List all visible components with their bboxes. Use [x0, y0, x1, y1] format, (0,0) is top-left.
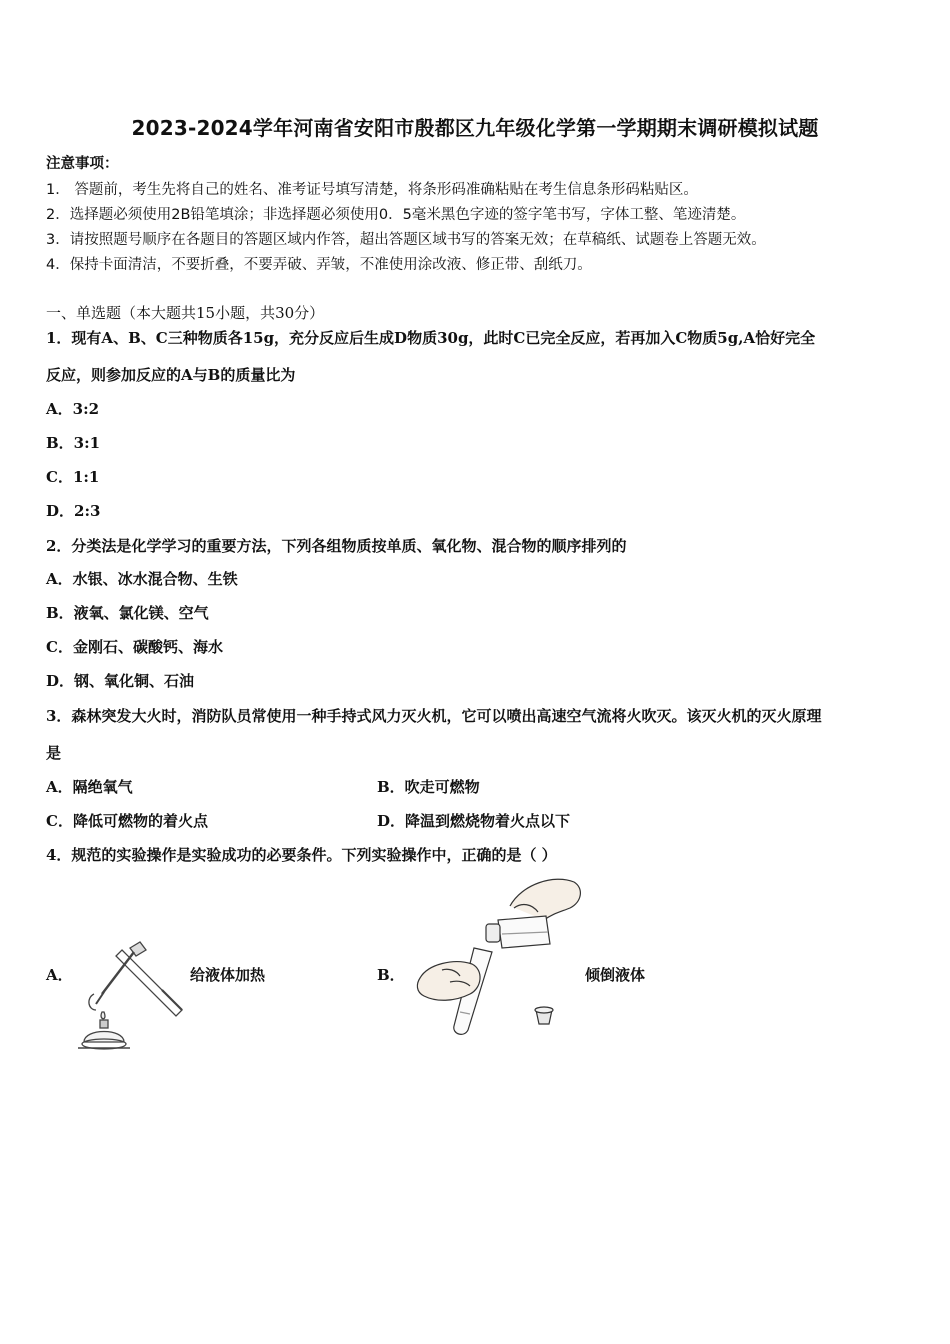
q1-option-a[interactable]: A．3:2: [46, 400, 100, 418]
question-1-text-cont: 反应，则参加反应的A与B的质量比为: [46, 366, 296, 384]
q4-option-b[interactable]: B．: [377, 966, 405, 984]
q3-option-a[interactable]: A．隔绝氧气: [46, 778, 133, 796]
question-1-text: 1．现有A、B、C三种物质各15g，充分反应后生成D物质30g，此时C已完全反应，若再加入C物质5g,A恰好完全: [46, 329, 816, 347]
q2-option-a[interactable]: A．水银、冰水混合物、生铁: [46, 570, 238, 588]
q4-option-b-caption: 倾倒液体: [585, 966, 646, 984]
pouring-liquid-figure: [414, 872, 586, 1038]
notice-item-3: 3．请按照题号顺序在各题目的答题区域内作答，超出答题区域书写的答案无效；在草稿纸、试题卷上答题无效。: [46, 232, 766, 248]
question-3-text-cont: 是: [46, 744, 62, 762]
q2-option-b[interactable]: B．液氧、氯化镁、空气: [46, 604, 209, 622]
notice-item-4: 4．保持卡面清洁，不要折叠，不要弄破、弄皱，不准使用涂改液、修正带、刮纸刀。: [46, 257, 592, 273]
notice-item-2: 2．选择题必须使用2B铅笔填涂；非选择题必须使用0．5毫米黑色字迹的签字笔书写，字体工整、笔迹清楚。: [46, 207, 746, 223]
q2-option-c[interactable]: C．金刚石、碳酸钙、海水: [46, 638, 223, 656]
q3-option-d[interactable]: D．降温到燃烧物着火点以下: [377, 812, 571, 830]
q1-option-d[interactable]: D．2:3: [46, 502, 101, 520]
notice-item-1: 1． 答题前，考生先将自己的姓名、准考证号填写清楚，将条形码准确粘贴在考生信息条形码粘贴区。: [46, 182, 698, 198]
q4-option-a[interactable]: A．: [46, 966, 73, 984]
question-3-text: 3．森林突发大火时，消防队员常使用一种手持式风力灭火机，它可以喷出高速空气流将火吹灭。该灭火机的灭火原理: [46, 707, 822, 725]
heating-liquid-figure: [74, 940, 190, 1052]
page-title: 2023-2024学年河南省安阳市殷都区九年级化学第一学期期末调研模拟试题: [131, 116, 819, 140]
question-2-text: 2．分类法是化学学习的重要方法，下列各组物质按单质、氧化物、混合物的顺序排列的: [46, 537, 627, 555]
q3-option-b[interactable]: B．吹走可燃物: [377, 778, 480, 796]
q2-option-d[interactable]: D．钢、氧化铜、石油: [46, 672, 195, 690]
q3-option-c[interactable]: C．降低可燃物的着火点: [46, 812, 208, 830]
q1-option-c[interactable]: C．1:1: [46, 468, 100, 486]
question-4-text: 4．规范的实验操作是实验成功的必要条件。下列实验操作中，正确的是（ ）: [46, 846, 557, 864]
section-heading: 一、单选题（本大题共15小题，共30分）: [46, 304, 325, 322]
notice-heading: 注意事项：: [46, 156, 119, 172]
q1-option-b[interactable]: B．3:1: [46, 434, 101, 452]
q4-option-a-caption: 给液体加热: [190, 966, 266, 984]
